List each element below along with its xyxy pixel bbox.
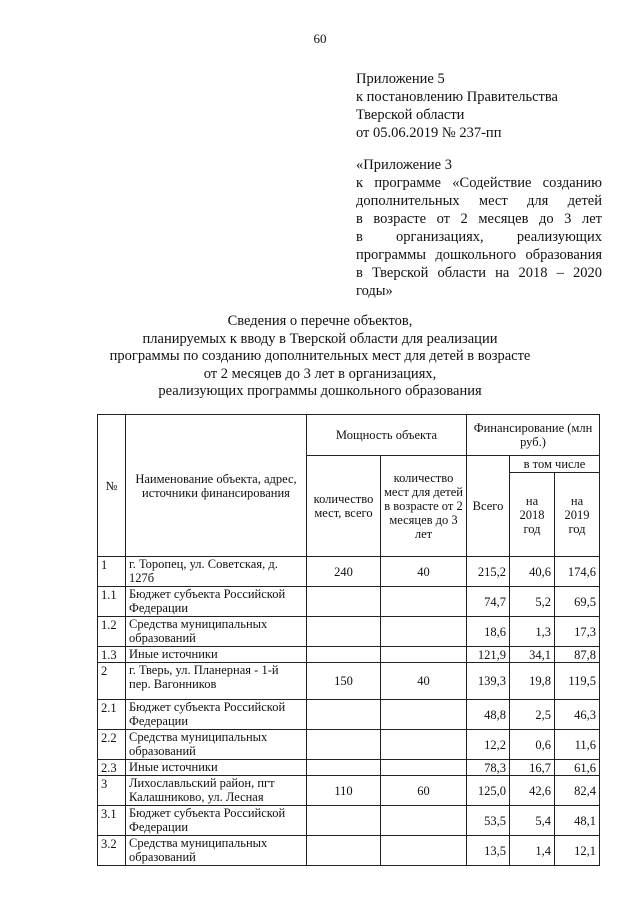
row-total: 78,3 bbox=[467, 760, 510, 776]
row-places-total: 150 bbox=[307, 663, 381, 700]
row-places-children bbox=[381, 760, 467, 776]
row-total: 139,3 bbox=[467, 663, 510, 700]
row-total: 215,2 bbox=[467, 557, 510, 587]
row-places-children bbox=[381, 647, 467, 663]
title-line: планируемых к вводу в Тверской области для реализации bbox=[142, 330, 498, 347]
table-row bbox=[98, 806, 600, 836]
row-2019: 87,8 bbox=[555, 647, 600, 663]
row-total: 74,7 bbox=[467, 587, 510, 617]
program-line: в организациях, реализующих bbox=[356, 229, 602, 245]
table-row bbox=[98, 557, 600, 587]
row-places-children bbox=[381, 587, 467, 617]
row-num: 1.1 bbox=[98, 587, 126, 617]
appendix-line: Приложение 5 bbox=[356, 71, 445, 87]
header-name: Наименование объекта, адрес, источники финансирования bbox=[126, 415, 307, 557]
header-including: в том числе bbox=[510, 456, 600, 473]
row-places-children bbox=[381, 806, 467, 836]
row-2018: 42,6 bbox=[510, 776, 555, 806]
row-2019: 46,3 bbox=[555, 700, 600, 730]
header-2018: на 2018 год bbox=[510, 473, 555, 557]
row-2018: 2,5 bbox=[510, 700, 555, 730]
table-row bbox=[98, 776, 600, 806]
row-num: 1 bbox=[98, 557, 126, 587]
row-places-total bbox=[307, 760, 381, 776]
program-line: «Приложение 3 bbox=[356, 157, 452, 173]
header-places-children: количество мест для детей в возрасте от 2 месяцев до 3 лет bbox=[381, 456, 467, 557]
row-2019: 11,6 bbox=[555, 730, 600, 760]
header-capacity: Мощность объекта bbox=[307, 415, 467, 456]
program-line: в Тверской области на 2018 – 2020 bbox=[356, 265, 602, 281]
program-line: к программе «Содействие созданию bbox=[356, 175, 602, 191]
title-line: программы по созданию дополнительных мест для детей в возрасте bbox=[109, 348, 531, 364]
row-places-children: 60 bbox=[381, 776, 467, 806]
table-row bbox=[98, 760, 600, 776]
row-name: Бюджет субъекта Российской Федерации bbox=[126, 806, 307, 836]
row-2019: 119,5 bbox=[555, 663, 600, 700]
row-name: Лихославльский район, пгт Калашниково, ул. Лесная bbox=[126, 776, 307, 806]
row-2018: 1,3 bbox=[510, 617, 555, 647]
title-line: Сведения о перечне объектов, bbox=[227, 313, 413, 329]
objects-table bbox=[97, 414, 600, 866]
appendix-line: от 05.06.2019 № 237-пп bbox=[356, 125, 502, 141]
row-name: Бюджет субъекта Российской Федерации bbox=[126, 587, 307, 617]
row-2018: 5,4 bbox=[510, 806, 555, 836]
row-total: 125,0 bbox=[467, 776, 510, 806]
appendix-line: Тверской области bbox=[356, 107, 465, 123]
row-total: 12,2 bbox=[467, 730, 510, 760]
header-places-total: количество мест, всего bbox=[307, 456, 381, 557]
header-total: Всего bbox=[467, 456, 510, 557]
row-total: 18,6 bbox=[467, 617, 510, 647]
program-line: годы» bbox=[356, 283, 393, 299]
row-places-total bbox=[307, 700, 381, 730]
row-name: Средства муниципальных образований bbox=[126, 617, 307, 647]
table-row bbox=[98, 663, 600, 700]
row-places-children bbox=[381, 836, 467, 866]
row-places-total bbox=[307, 806, 381, 836]
row-2018: 0,6 bbox=[510, 730, 555, 760]
table-row bbox=[98, 617, 600, 647]
table-row bbox=[98, 647, 600, 663]
row-2019: 48,1 bbox=[555, 806, 600, 836]
row-places-children bbox=[381, 617, 467, 647]
header-2019: на 2019 год bbox=[555, 473, 600, 557]
program-reference bbox=[356, 156, 602, 300]
row-name: г. Тверь, ул. Планерная - 1-й пер. Вагонников bbox=[126, 663, 307, 700]
row-name: Бюджет субъекта Российской Федерации bbox=[126, 700, 307, 730]
row-2018: 16,7 bbox=[510, 760, 555, 776]
row-2019: 17,3 bbox=[555, 617, 600, 647]
row-2019: 69,5 bbox=[555, 587, 600, 617]
row-total: 13,5 bbox=[467, 836, 510, 866]
header-financing: Финансирование (млн руб.) bbox=[467, 415, 600, 456]
row-places-children bbox=[381, 730, 467, 760]
document-title bbox=[0, 313, 640, 401]
row-num: 2.2 bbox=[98, 730, 126, 760]
row-num: 2 bbox=[98, 663, 126, 700]
title-line: реализующих программы дошкольного образования bbox=[158, 383, 482, 399]
row-places-total bbox=[307, 730, 381, 760]
header-num: № bbox=[98, 415, 126, 557]
row-2018: 40,6 bbox=[510, 557, 555, 587]
table-row bbox=[98, 730, 600, 760]
table-row bbox=[98, 700, 600, 730]
program-line: программы дошкольного образования bbox=[356, 247, 602, 263]
row-places-children bbox=[381, 700, 467, 730]
row-num: 1.3 bbox=[98, 647, 126, 663]
program-line: дополнительных мест для детей bbox=[356, 193, 602, 209]
row-places-total bbox=[307, 836, 381, 866]
row-places-children: 40 bbox=[381, 557, 467, 587]
row-2019: 12,1 bbox=[555, 836, 600, 866]
row-places-total bbox=[307, 587, 381, 617]
row-2019: 82,4 bbox=[555, 776, 600, 806]
row-2019: 174,6 bbox=[555, 557, 600, 587]
row-places-children: 40 bbox=[381, 663, 467, 700]
row-2019: 61,6 bbox=[555, 760, 600, 776]
row-name: Иные источники bbox=[126, 647, 307, 663]
row-2018: 19,8 bbox=[510, 663, 555, 700]
appendix-line: к постановлению Правительства bbox=[356, 89, 558, 105]
row-total: 48,8 bbox=[467, 700, 510, 730]
page-number: 60 bbox=[313, 31, 327, 46]
row-num: 2.3 bbox=[98, 760, 126, 776]
row-name: Средства муниципальных образований bbox=[126, 836, 307, 866]
row-num: 3.1 bbox=[98, 806, 126, 836]
row-2018: 34,1 bbox=[510, 647, 555, 663]
row-places-total: 240 bbox=[307, 557, 381, 587]
row-total: 53,5 bbox=[467, 806, 510, 836]
row-name: Иные источники bbox=[126, 760, 307, 776]
table-row bbox=[98, 587, 600, 617]
row-places-total bbox=[307, 647, 381, 663]
row-num: 3.2 bbox=[98, 836, 126, 866]
row-name: Средства муниципальных образований bbox=[126, 730, 307, 760]
row-num: 1.2 bbox=[98, 617, 126, 647]
row-total: 121,9 bbox=[467, 647, 510, 663]
row-places-total: 110 bbox=[307, 776, 381, 806]
row-num: 2.1 bbox=[98, 700, 126, 730]
table-row bbox=[98, 836, 600, 866]
row-places-total bbox=[307, 617, 381, 647]
program-line: в возрасте от 2 месяцев до 3 лет bbox=[356, 211, 602, 227]
row-num: 3 bbox=[98, 776, 126, 806]
title-line: от 2 месяцев до 3 лет в организациях, bbox=[203, 365, 437, 382]
row-2018: 5,2 bbox=[510, 587, 555, 617]
row-2018: 1,4 bbox=[510, 836, 555, 866]
row-name: г. Торопец, ул. Советская, д. 127б bbox=[126, 557, 307, 587]
appendix-header bbox=[356, 70, 602, 142]
